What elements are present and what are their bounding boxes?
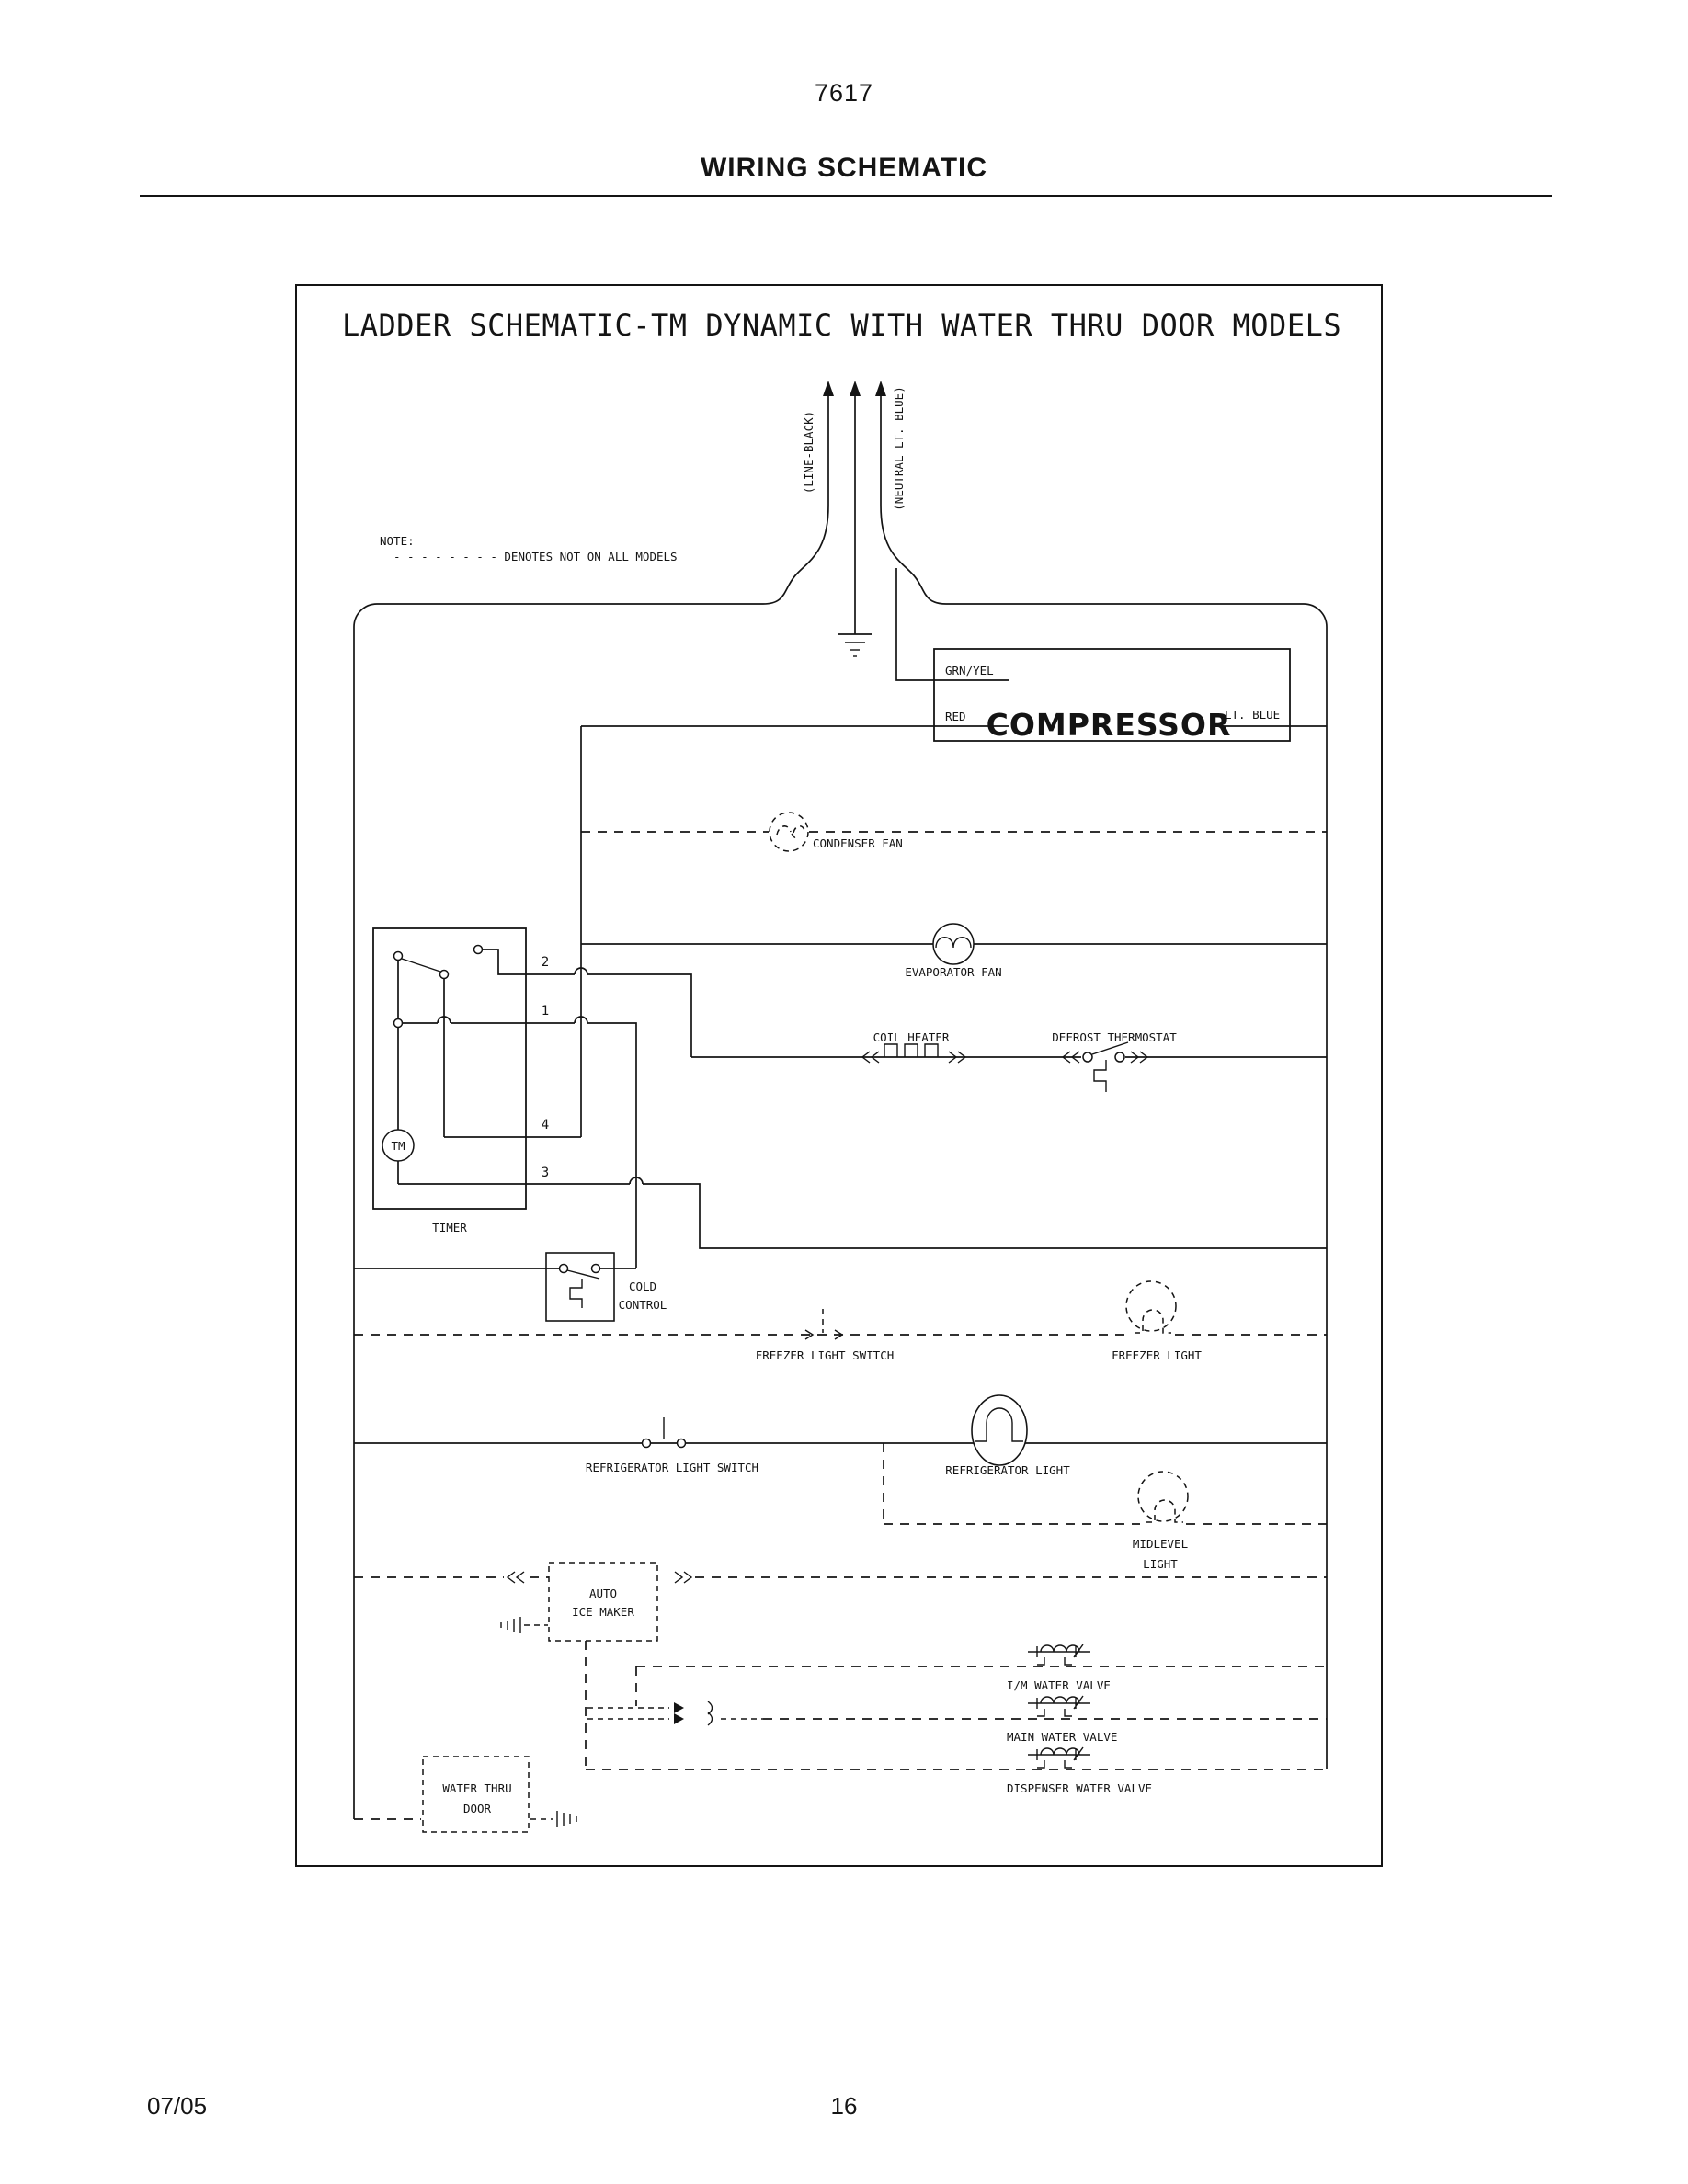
ground-symbol-icon <box>838 634 872 656</box>
refrigerator-light-label: REFRIGERATOR LIGHT <box>945 1463 1070 1477</box>
water-thru-door-label-2: DOOR <box>462 1802 492 1815</box>
left-rail <box>354 604 763 1819</box>
right-rail <box>946 604 1327 1769</box>
compressor-label: COMPRESSOR <box>986 707 1232 743</box>
ice-maker-label-1: AUTO <box>588 1587 618 1600</box>
ice-maker-connector-icon <box>508 1572 524 1583</box>
note-label: NOTE: <box>380 534 415 548</box>
condenser-fan-label: CONDENSER FAN <box>813 836 903 850</box>
refrigerator-light-icon <box>972 1395 1027 1465</box>
red-label: RED <box>945 710 966 723</box>
solenoid-icon <box>1028 1696 1090 1716</box>
evaporator-fan-label: EVAPORATOR FAN <box>905 965 1002 979</box>
midlevel-light-label-2: LIGHT <box>1143 1557 1178 1571</box>
defrost-sensor-icon <box>1094 1060 1106 1092</box>
main-water-valve <box>1007 1696 1117 1744</box>
condenser-fan-icon <box>770 813 808 851</box>
terminal-3: 3 <box>541 1166 550 1180</box>
defrost-contact <box>1115 1052 1124 1062</box>
im-water-valve <box>1007 1644 1111 1692</box>
cold-control-label-1: COLD <box>628 1280 657 1293</box>
midlevel-light-branch <box>884 1443 1327 1571</box>
water-thru-door-label-1: WATER THRU <box>442 1781 512 1795</box>
timer-box <box>373 928 526 1209</box>
schematic-title: LADDER SCHEMATIC-TM DYNAMIC WITH WATER THRU DOOR MODELS <box>342 308 1342 343</box>
refrigerator-light-row <box>354 1395 1327 1477</box>
line-black-label: (LINE-BLACK) <box>802 410 815 495</box>
coil-heater-icon <box>884 1044 938 1057</box>
water-thru-door-ground-icon <box>530 1811 576 1827</box>
main-valve-connector-icon <box>587 1701 763 1725</box>
compressor <box>581 568 1327 743</box>
note-text: - - - - - - - - DENOTES NOT ON ALL MODELS <box>393 550 678 563</box>
terminal-1: 1 <box>541 1004 550 1018</box>
ice-maker-label-2: ICE MAKER <box>572 1605 634 1619</box>
ice-maker-ground-icon <box>501 1617 548 1633</box>
timer-motor-label: TM <box>391 1139 405 1153</box>
footer-date: 07/05 <box>147 2092 208 2120</box>
doc-number: 7617 <box>814 79 874 107</box>
neutral-label: (NEUTRAL LT. BLUE) <box>892 386 906 511</box>
defrost-contact <box>1083 1052 1092 1062</box>
defrost-heater-row <box>691 1030 1327 1092</box>
midlevel-light-label-1: MIDLEVEL <box>1132 1537 1189 1551</box>
footer-page-number: 16 <box>830 2092 858 2120</box>
timer-label: TIMER <box>432 1221 467 1234</box>
freezer-light-row <box>354 1281 1327 1362</box>
refrigerator-light-switch-icon <box>643 1439 651 1448</box>
freezer-light-icon <box>1126 1281 1176 1331</box>
lt-blue-label: LT. BLUE <box>1225 708 1281 722</box>
terminal-4: 4 <box>541 1118 550 1132</box>
water-thru-door <box>354 1757 576 1832</box>
freezer-light-switch-label: FREEZER LIGHT SWITCH <box>755 1348 895 1362</box>
power-supply <box>763 381 946 656</box>
cold-control-box <box>546 1253 614 1321</box>
cold-control-sensor-icon <box>570 1279 582 1308</box>
solenoid-icon <box>1028 1644 1090 1665</box>
condenser-fan-row <box>581 813 1327 851</box>
grn-yel-label: GRN/YEL <box>945 664 994 677</box>
ice-maker-row <box>354 1563 1327 1769</box>
im-water-valve-label: I/M WATER VALVE <box>1007 1678 1111 1692</box>
ice-maker-box <box>549 1563 657 1641</box>
defrost-thermostat-label: DEFROST THERMOSTAT <box>1052 1030 1177 1044</box>
dispenser-water-valve <box>1007 1747 1152 1795</box>
neutral-supply-wire <box>881 393 946 604</box>
page-title: WIRING SCHEMATIC <box>700 153 988 183</box>
refrigerator-light-switch-label: REFRIGERATOR LIGHT SWITCH <box>585 1461 759 1474</box>
solenoid-icon <box>1028 1747 1090 1768</box>
note <box>380 534 678 563</box>
evaporator-fan-row <box>581 924 1327 979</box>
midlevel-light-icon <box>1138 1472 1188 1521</box>
timer-switch-arm <box>402 959 440 972</box>
dispenser-water-valve-label: DISPENSER WATER VALVE <box>1007 1781 1153 1795</box>
line-supply-wire <box>763 393 828 604</box>
terminal-2: 2 <box>541 955 550 970</box>
schematic-border <box>296 285 1382 1866</box>
freezer-light-label: FREEZER LIGHT <box>1112 1348 1202 1362</box>
cold-control <box>354 1253 667 1321</box>
cold-control-label-2: CONTROL <box>618 1298 667 1312</box>
main-water-valve-label: MAIN WATER VALVE <box>1007 1730 1118 1744</box>
coil-heater-label: COIL HEATER <box>873 1030 950 1044</box>
timer <box>373 928 1327 1268</box>
